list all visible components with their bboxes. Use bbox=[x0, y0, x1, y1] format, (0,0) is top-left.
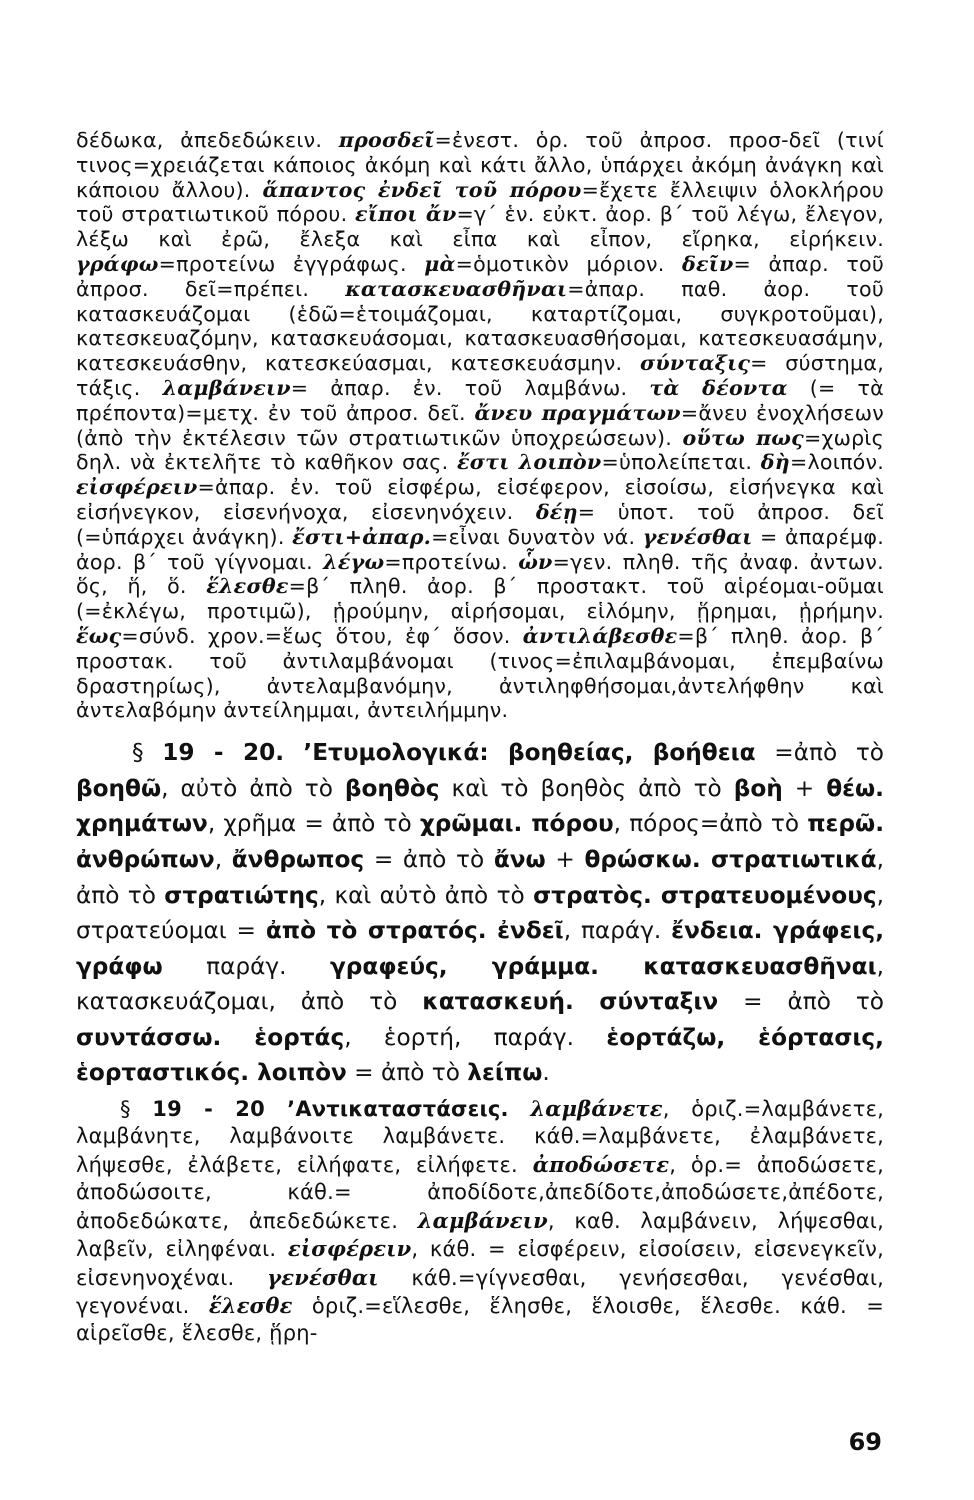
lemma: ἔστι λοιπὸν bbox=[456, 450, 602, 475]
text-run: § bbox=[120, 1097, 153, 1122]
text-run: = ἀπαρ. ἐν. τοῦ λαμβάνω. bbox=[290, 375, 650, 400]
vocabulary-notes bbox=[76, 128, 884, 723]
etymology-term: κατασκευή. σύνταξιν bbox=[422, 988, 719, 1016]
text-run: = ἀπὸ τὸ bbox=[718, 988, 884, 1016]
text-run: =προτείνω. bbox=[384, 549, 519, 574]
text-run: =ἀπὸ τὸ bbox=[755, 739, 884, 767]
text-run: =σύνδ. χρον.=ἕως ὅτου, ἐφ΄ ὅσον. bbox=[121, 623, 523, 648]
etymology-term: γραφεύς, γράμμα. κατασκευασθῆναι bbox=[330, 952, 877, 980]
etymology-section bbox=[76, 735, 884, 1091]
lemma: ἄνευ πραγμάτων bbox=[474, 400, 681, 425]
etymology-term: βοὴ bbox=[733, 774, 783, 802]
etymology-term: ἄνω bbox=[493, 845, 546, 873]
etymology-term: ἀπὸ τὸ στρατός. ἐνδεῖ bbox=[265, 917, 564, 945]
text-run: , ἀπὸ τὸ bbox=[76, 845, 884, 909]
lemma: τὰ δέοντα bbox=[649, 375, 788, 400]
text-run: =εἶναι δυνατὸν νά. bbox=[431, 524, 643, 549]
text-run: , πόρος=ἀπὸ τὸ bbox=[613, 810, 808, 838]
substitution-term: λαμβάνετε bbox=[530, 1096, 663, 1122]
text-run: , ὁριζ.=λαμβάνετε, λαμβάνητε, λαμβάνοιτε λαμβάνετε. κάθ.=λαμβάνετε, ἐλαμβάνετε, λήψεσθε, ἐλάβετε, εἰλήφατε, εἰλήφετε. bbox=[76, 1097, 884, 1177]
lemma: δὴ bbox=[760, 450, 790, 475]
text-run: = ἀπὸ τὸ bbox=[346, 1059, 468, 1087]
substitution-term: λαμβάνειν bbox=[417, 1207, 548, 1233]
text-run: , ὁρ.= ἀποδώσετε, ἀποδώσοιτε, κάθ.= ἀποδίδοτε,ἀπεδίδοτε,ἀποδώσετε,ἀπέδοτε, ἀποδεδώκατε, ἀπεδεδώκετε. bbox=[76, 1152, 884, 1233]
lemma: δεῖν bbox=[682, 251, 734, 276]
text-run: = ἀπαρέμφ. ἀορ. β΄ τοῦ γίγνομαι. bbox=[76, 524, 884, 574]
lemma: μὰ bbox=[424, 251, 456, 276]
lemma: ἀντιλάβεσθε bbox=[522, 623, 678, 648]
text-run: , κάθ. = εἰσφέρειν, εἰσοίσειν, εἰσενεγκεῖν, εἰσενηνοχέναι. bbox=[76, 1237, 884, 1290]
text-run: , παράγ. bbox=[563, 917, 672, 945]
lemma: οὕτω πως bbox=[682, 425, 804, 450]
etymology-term: λείπω bbox=[467, 1059, 543, 1087]
lemma: ἕως bbox=[76, 623, 122, 648]
etymology-term: βοηθὸς bbox=[344, 774, 440, 802]
etymology-term: χρῶμαι. πόρου bbox=[419, 810, 614, 838]
text-run: , καὶ αὐτὸ ἀπὸ τὸ bbox=[318, 881, 534, 909]
text-run: (= τὰ πρέποντα)=μετχ. ἐν τοῦ ἀπροσ. δεῖ. bbox=[76, 375, 884, 425]
etymology-term: συντάσσω. ἑορτάς bbox=[76, 1023, 345, 1051]
text-run: = σύστημα, τάξις. bbox=[76, 351, 884, 400]
text-run: + bbox=[782, 774, 827, 802]
substitution-term: γενέσθαι bbox=[267, 1264, 379, 1290]
lemma: εἰσφέρειν bbox=[76, 475, 198, 500]
text-run: =ἄνευ ἐνοχλήσεων (ἀπὸ τὴν ἐκτέλεσιν τῶν στρατιωτικῶν ὑποχρεώσεων). bbox=[76, 400, 884, 450]
etymology-term: στρατιώτης bbox=[164, 881, 319, 909]
substitutions-section bbox=[76, 1095, 884, 1348]
substitution-term: εἰσφέρειν bbox=[287, 1236, 412, 1262]
text-run: =λοιπόν. bbox=[789, 450, 884, 475]
lemma: ὧν bbox=[518, 549, 553, 574]
text-run bbox=[509, 1097, 531, 1121]
text-run: + bbox=[545, 845, 585, 873]
text-run: , αὐτὸ ἀπὸ τὸ bbox=[161, 774, 345, 802]
lemma: γενέσθαι bbox=[642, 524, 753, 549]
substitution-term: ἕλεσθε bbox=[208, 1292, 293, 1318]
text-run: =β΄ πληθ. ἀορ. β΄ προστακτ. τοῦ αἱρέομαι-οῦμαι (=ἐκλέγω, προτιμῶ), ᾑρούμην, αἱρήσομαι, εἱλόμην, ᾕρημαι, ᾑρήμην. bbox=[76, 574, 884, 624]
text-run: =ἐνεστ. ὁρ. τοῦ ἀπροσ. προσ-δεῖ (τινί τινος=χρειάζεται κάποιος ἀκόμη καὶ κάτι ἄλλο, ὑπάρχει ἀκόμη ἀνάγκη καὶ κάποιου ἄλλου). bbox=[76, 128, 884, 202]
lemma: ἅπαντος ἐνδεῖ τοῦ πόρου bbox=[262, 177, 582, 202]
text-run: , ἑορτή, παράγ. bbox=[344, 1023, 607, 1051]
lemma: δέῃ bbox=[535, 499, 578, 524]
text-run: =ἔχετε ἔλλειψιν ὁλοκλήρου τοῦ στρατιωτικοῦ πόρου. bbox=[76, 177, 884, 227]
etymology-term: θρώσκω. στρατιωτικά bbox=[584, 845, 877, 873]
text-run: , bbox=[214, 845, 232, 873]
page-number: 69 bbox=[848, 1428, 882, 1456]
etymology-term: βοηθῶ bbox=[76, 774, 162, 802]
text-run: =ὑπολείπεται. bbox=[601, 450, 761, 475]
etymology-term: στρατὸς. στρατευομένους bbox=[533, 881, 877, 909]
text-run: κάθ.=γίγνεσθαι, γενήσεσθαι, γενέσθαι, γεγονέναι. bbox=[76, 1265, 884, 1318]
text-run: , καθ. λαμβάνειν, λήψεσθαι, λαβεῖν, εἰληφέναι. bbox=[76, 1208, 884, 1262]
etymology-term: περῶ. ἀνθρώπων bbox=[76, 810, 884, 873]
lemma: γράφω bbox=[76, 251, 159, 276]
text-run: , στρατεύομαι = bbox=[76, 881, 884, 945]
etymology-term: 19 - 20. ’Ετυμολογικά: βοηθείας, βοήθεια bbox=[162, 739, 756, 767]
text-run: =προτείνω ἐγγράφως. bbox=[158, 251, 425, 276]
lemma: εἴποι ἄν bbox=[355, 202, 457, 227]
text-run: καὶ τὸ βοηθὸς ἀπὸ τὸ bbox=[439, 774, 734, 802]
text-run: =ἀπαρ. ἐν. τοῦ εἰσφέρω, εἰσέφερον, εἰσοίσω, εἰσήνεγκα καὶ εἰσήνεγκον, εἰσενήνοχα, εἰσενηνόχειν. bbox=[76, 475, 884, 524]
etymology-term: ἑορτάζω, ἑόρτασις, ἑορταστικός. λοιπὸν bbox=[76, 1023, 884, 1087]
text-run: = ἀπὸ τὸ bbox=[364, 845, 494, 873]
text-run: =ἀπαρ. παθ. ἀορ. τοῦ κατασκευάζομαι (ἑδῶ=ἑτοιμάζομαι, καταρτίζομαι, συγκροτοῦμαι), κατεσκευαζόμην, κατασκευάσομαι, κατασκευασθήσομαι, κατεσκευασάμην, κατεσκευάσθην, κατεσκεύασμαι, κατεσκευάσμην. bbox=[76, 276, 884, 376]
text-run: =β΄ πληθ. ἀορ. β΄ προστακ. τοῦ ἀντιλαμβάνομαι (τινος=ἐπιλαμβάνομαι, ἐπεμβαίνω δραστηρίως), ἀντελαμβανόμην, ἀντιληφθήσομαι,ἀντελήφθην καὶ ἀντελαβόμην ἀντείλημμαι, ἀντειλήμμην. bbox=[76, 623, 884, 723]
etymology-term: ἄνθρωπος bbox=[231, 845, 365, 873]
text-run: . bbox=[542, 1059, 550, 1087]
text-run: δέδωκα, ἀπεδεδώκειν. bbox=[76, 128, 339, 152]
page-body bbox=[76, 128, 884, 1348]
lemma: λαμβάνειν bbox=[162, 375, 291, 400]
substitution-term: ἀποδώσετε bbox=[532, 1151, 670, 1177]
text-run: = ὑποτ. τοῦ ἀπροσ. δεῖ (=ὑπάρχει ἀνάγκη). bbox=[76, 499, 884, 549]
text-run: =χωρὶς δηλ. νὰ ἐκτελῆτε τὸ καθῆκον σας. bbox=[76, 425, 884, 475]
etymology-term: θέω. χρημάτων bbox=[76, 774, 884, 838]
text-run: =ὁμοτικὸν μόριον. bbox=[455, 251, 683, 276]
text-run: παράγ. bbox=[162, 952, 330, 980]
lemma: ἕλεσθε bbox=[206, 574, 289, 599]
text-run: , χρῆμα = ἀπὸ τὸ bbox=[207, 810, 420, 838]
text-run: =γεν. πληθ. τῆς ἀναφ. ἀντων. ὅς, ἥ, ὅ. bbox=[76, 549, 884, 599]
lemma: σύνταξις bbox=[639, 351, 751, 376]
lemma: ἔστι+ἀπαρ. bbox=[292, 524, 432, 549]
lemma: κατασκευασθῆναι bbox=[345, 276, 568, 301]
text-run: =γ΄ ἑν. εὐκτ. ἀορ. β΄ τοῦ λέγω, ἔλεγον, λέξω καὶ ἐρῶ, ἔλεξα καὶ εἶπα καὶ εἶπον, εἴρηκα, εἰρήκειν. bbox=[76, 202, 884, 252]
text-run: § bbox=[132, 739, 163, 767]
text-run: ὁριζ.=εἵλεσθε, ἕλησθε, ἕλοισθε, ἕλεσθε. κάθ. = αἱρεῖσθε, ἕλεσθε, ᾕρη- bbox=[76, 1293, 884, 1346]
lemma: λέγω bbox=[323, 549, 385, 574]
etymology-term: ἔνδεια. γράφεις, γράφω bbox=[76, 917, 884, 980]
section-heading: 19 - 20 ’Αντικαταστάσεις. bbox=[152, 1097, 509, 1122]
text-run: , κατασκευάζομαι, ἀπὸ τὸ bbox=[76, 952, 884, 1016]
lemma: προσδεῖ bbox=[338, 128, 435, 152]
text-run: = ἀπαρ. τοῦ ἀπροσ. δεῖ=πρέπει. bbox=[76, 251, 884, 301]
